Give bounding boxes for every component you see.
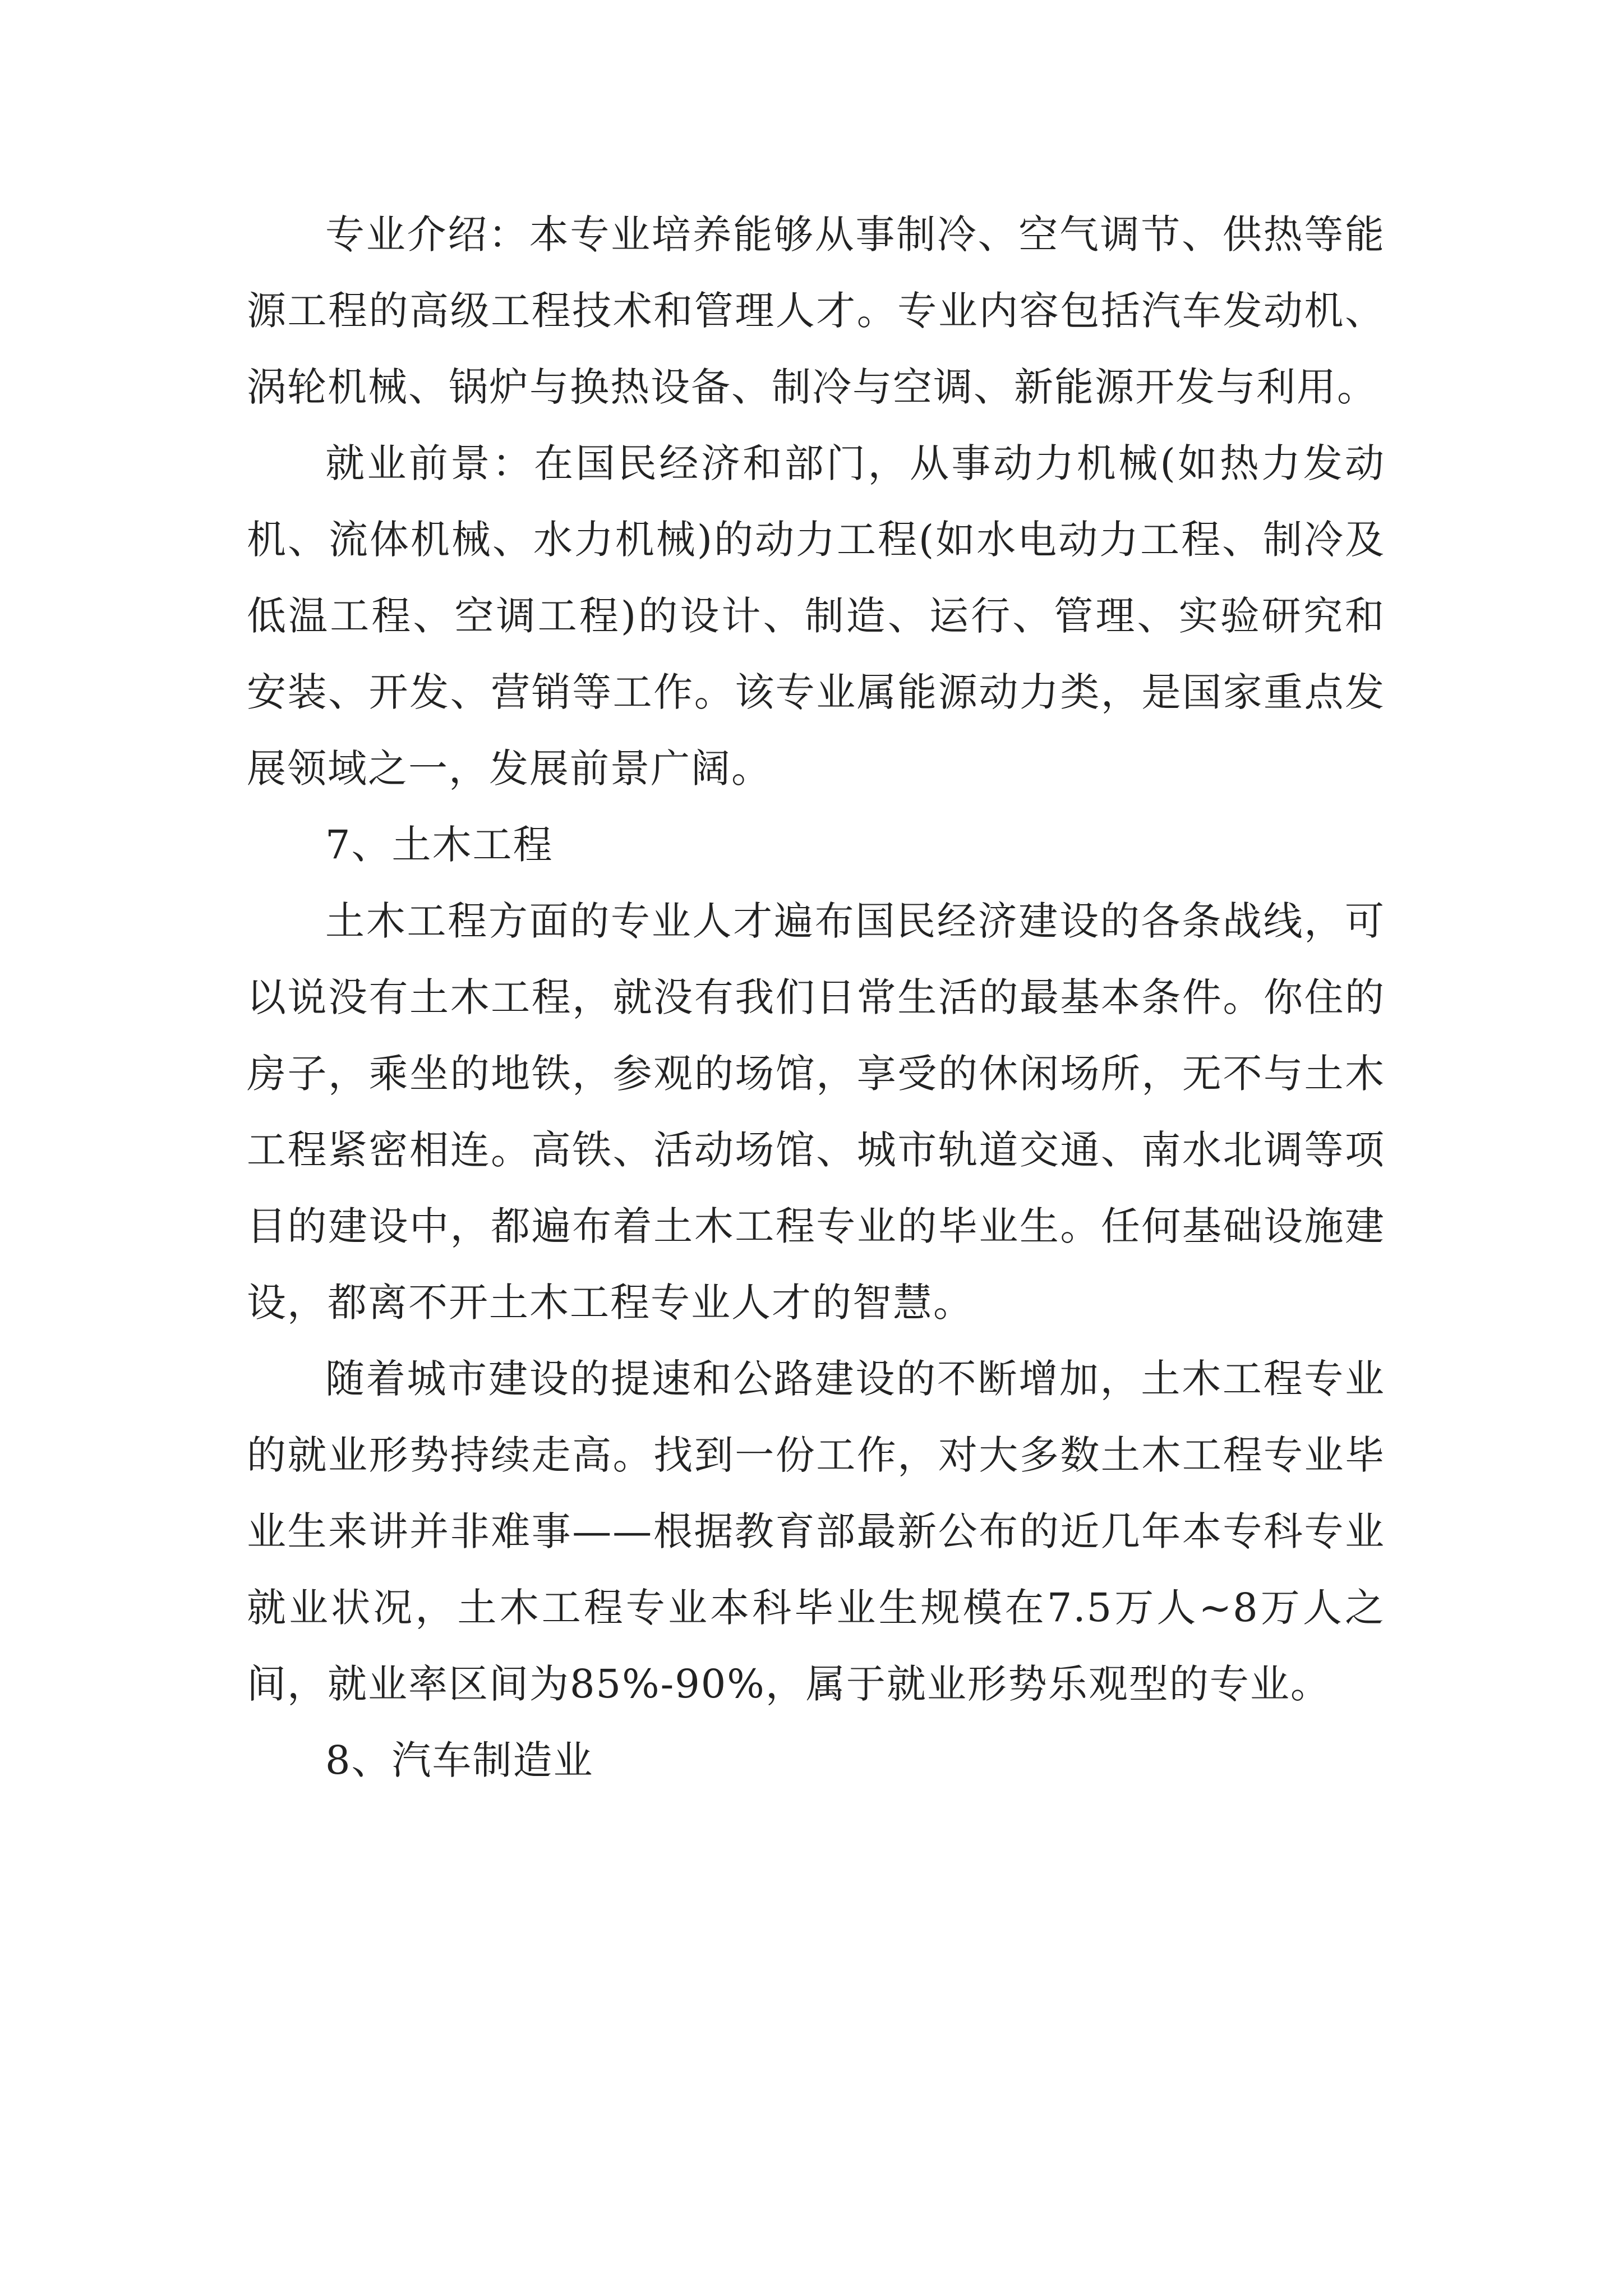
section-heading-civil-engineering: 7、土木工程 — [325, 822, 554, 868]
paragraph-civil-engineering-employment: 随着城市建设的提速和公路建设的不断增加，土木工程专业的就业形势持续走高。找到一份工作，对大多数土木工程专业毕业生来讲并非难事——根据教育部最新公布的近几年本专科专业就业状况，土木工程专业本科毕业生规模在7.5万人~8万人之间，就业率区间为85%-90%，属于就业形势乐观型的专业。 — [247, 1356, 1385, 1707]
paragraph-employment-outlook: 就业前景：在国民经济和部门，从事动力机械(如热力发动机、流体机械、水力机械)的动力工程(如水电动力工程、制冷及低温工程、空调工程)的设计、制造、运行、管理、实验研究和安装、开发、营销等工作。该专业属能源动力类，是国家重点发展领域之一，发展前景广阔。 — [247, 440, 1385, 792]
document-body — [247, 196, 1385, 1798]
section-heading-automotive-manufacturing: 8、汽车制造业 — [325, 1737, 594, 1783]
paragraph-civil-engineering-talent: 土木工程方面的专业人才遍布国民经济建设的各条战线，可以说没有土木工程，就没有我们日常生活的最基本条件。你住的房子，乘坐的地铁，参观的场馆，享受的休闲场所，无不与土木工程紧密相连。高铁、活动场馆、城市轨道交通、南水北调等项目的建设中，都遍布着土木工程专业的毕业生。任何基础设施建设，都离不开土木工程专业人才的智慧。 — [247, 898, 1385, 1326]
paragraph-major-intro: 专业介绍：本专业培养能够从事制冷、空气调节、供热等能源工程的高级工程技术和管理人才。专业内容包括汽车发动机、涡轮机械、锅炉与换热设备、制冷与空调、新能源开发与利用。 — [247, 211, 1385, 410]
